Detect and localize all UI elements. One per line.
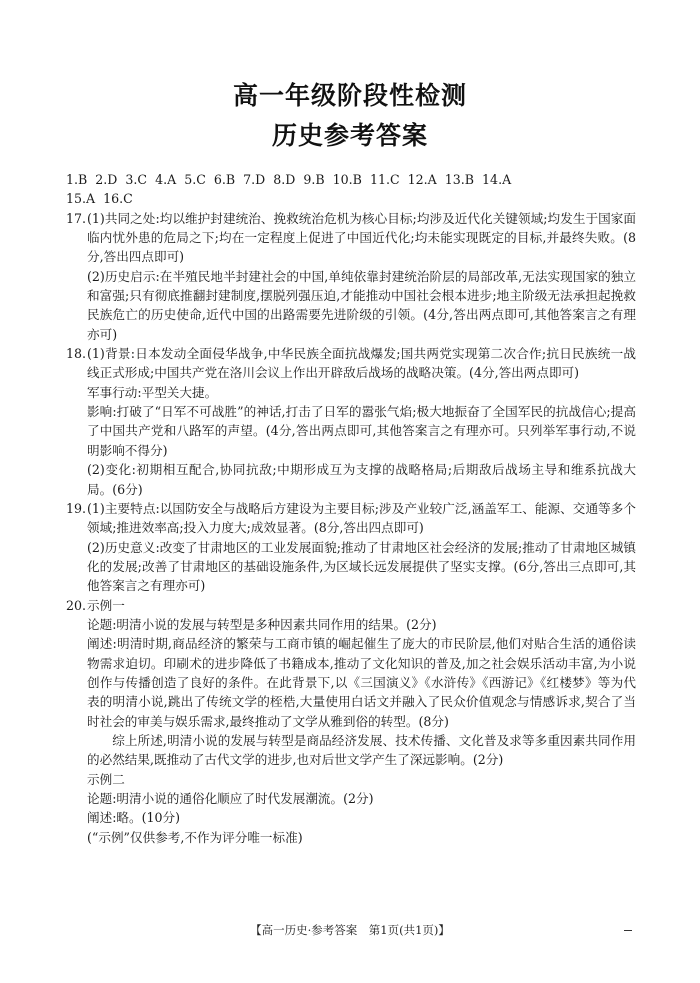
answer-paragraph: (2)历史启示:在半殖民地半封建社会的中国,单纯依靠封建统治阶层的局部改革,无法实现国家的独立和富强;只有彻底推翻封建制度,摆脱列强压迫,才能推动中国社会根本进步;地主阶级无法承担起挽救民族危亡的历史使命,近代中国的出路需要先进阶级的引领。(4分,答出两点即可,其他答案言之有理亦可): [87, 268, 636, 342]
choice-answer: 5.C: [184, 172, 206, 187]
choice-answers-line2: [66, 189, 636, 208]
choice-answer: 11.C: [369, 172, 400, 187]
corner-mark: [624, 930, 632, 931]
question-number: 20.: [66, 597, 87, 613]
choice-answer: 1.B: [66, 172, 88, 187]
answer-content: [66, 170, 636, 847]
choice-answer: 16.C: [103, 191, 133, 207]
answer-paragraph: 军事行动:平型关大捷。: [87, 384, 218, 400]
choice-answer: 12.A: [407, 172, 437, 187]
choice-answer: 8.D: [273, 172, 296, 187]
scoring-note: (“示例”仅供参考,不作为评分唯一标准): [87, 829, 303, 845]
answer-paragraph: (1)共同之处:均以维护封建统治、挽救统治危机为核心目标;均涉及近代化关键领域;均发生于国家面临内忧外患的危局之下;均在一定程度上促进了中国近代化;均未能实现既定的目标,并最终失败。(8分,答出四点即可): [87, 210, 636, 265]
answer-paragraph: (1)主要特点:以国防安全与战略后方建设为主要目标;涉及产业较广泛,涵盖军工、能源、交通等多个领域;推进效率高;投入力度大;成效显著。(8分,答出四点即可): [87, 500, 636, 536]
choice-answers-line1: [66, 170, 636, 189]
page-subtitle: 历史参考答案: [271, 121, 428, 150]
choice-answer: 14.A: [482, 172, 512, 187]
answer-paragraph: (2)变化:初期相互配合,协同抗敌;中期形成互为支撑的战略格局;后期敌后战场主导和维系抗战大局。(6分): [87, 462, 636, 497]
question-17: [66, 209, 636, 344]
example-thesis: 论题:明清小说的发展与转型是多种因素共同作用的结果。(2分): [87, 616, 437, 632]
example-body: 阐述:略。(10分): [87, 810, 181, 826]
answer-paragraph: 影响:打破了“日军不可战胜”的神话,打击了日军的嚣张气焰;极大地振奋了全国军民的抗战信心;提高了中国共产党和八路军的声望。(4分,答出两点即可,其他答案言之有理亦可。只列举军事行动,不说明影响不得分): [87, 404, 636, 458]
example-label: 示例二: [87, 771, 125, 787]
question-19: [66, 499, 636, 596]
answer-paragraph: (1)背景:日本发动全面侵华战争,中华民族全面抗战爆发;国共两党实现第二次合作;抗日民族统一战线正式形成;中国共产党在洛川会议上作出开辟敌后战场的战略决策。(4分,答出两点即可): [87, 346, 636, 381]
choice-answer: 9.B: [303, 172, 325, 187]
example-conclusion: 综上所述,明清小说的发展与转型是商品经济发展、技术传播、文化普及求等多重因素共同作用的必然结果,既推动了古代文学的进步,也对后世文学产生了深远影响。(2分): [87, 732, 636, 768]
page-title: 高一年级阶段性检测: [232, 81, 467, 110]
choice-answer: 15.A: [66, 191, 96, 207]
answer-paragraph: (2)历史意义:改变了甘肃地区的工业发展面貌;推动了甘肃地区社会经济的发展;推动了甘肃地区城镇化的发展;改善了甘肃地区的基础设施条件,为区域长远发展提供了坚实支撑。(6分,答出三点即可,其他答案言之有理亦可): [87, 539, 636, 594]
example-thesis: 论题:明清小说的通俗化顺应了时代发展潮流。(2分): [87, 791, 374, 806]
choice-answer: 4.A: [155, 172, 177, 187]
choice-answer: 2.D: [95, 172, 118, 187]
question-number: 17.: [66, 210, 87, 226]
choice-answer: 13.B: [444, 172, 475, 187]
question-18: [66, 344, 636, 499]
question-number: 19.: [66, 500, 87, 516]
choice-answer: 10.B: [332, 172, 362, 187]
choice-answer: 3.C: [125, 172, 148, 187]
example-label: 示例一: [87, 597, 125, 613]
page-footer: 【高一历史·参考答案 第1页(共1页)】: [250, 923, 450, 937]
question-number: 18.: [66, 346, 87, 362]
choice-answer: 7.D: [243, 172, 266, 187]
example-body: 阐述:明清时期,商品经济的繁荣与工商市镇的崛起催生了庞大的市民阶层,他们对贴合生活的通俗读物需求迫切。印刷术的进步降低了书籍成本,推动了文化知识的普及,加之社会娱乐活动丰富,为小说创作与传播创造了良好的条件。在此背景下,以《三国演义》《水浒传》《西游记》《红楼梦》等为代表的明清小说,跳出了传统文学的桎梏,大量使用白话文并融入了民众价值观念与情感诉求,契合了当时社会的审美与娱乐需求,最终推动了文学从雅到俗的转型。(8分): [87, 636, 636, 729]
choice-answer: 6.B: [213, 172, 236, 187]
question-20: [66, 596, 636, 847]
